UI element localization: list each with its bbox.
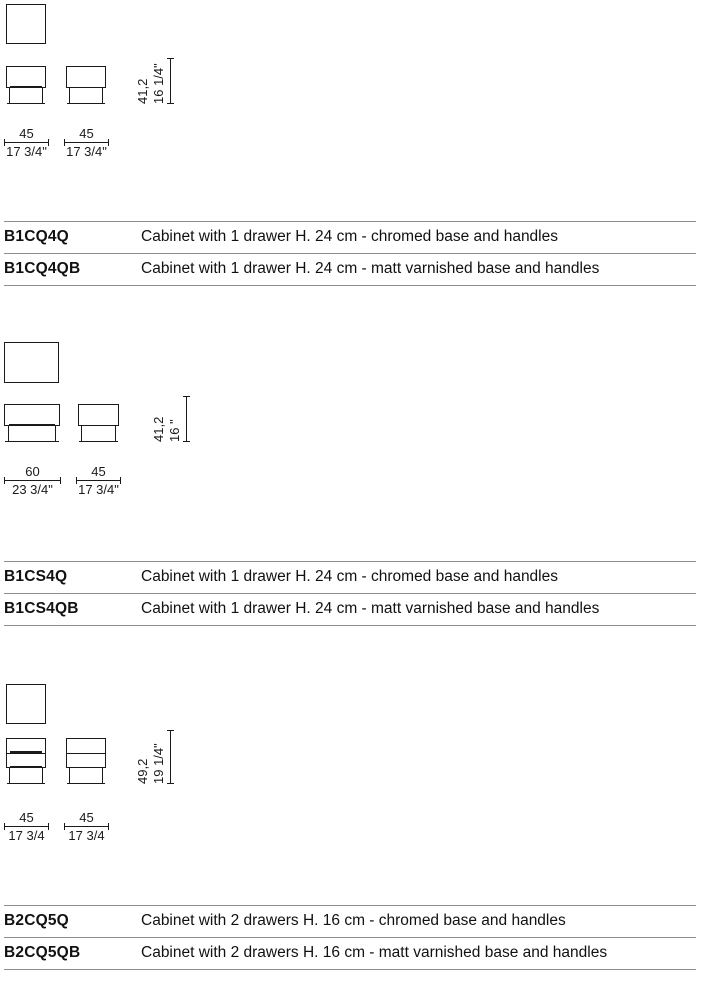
technical-drawing-3 [0, 680, 707, 860]
product-code: B1CQ4Q [4, 228, 69, 245]
cabinet-foot-line [67, 103, 105, 104]
plan-notch-icon [18, 43, 34, 44]
front-width-cm-label: 45 [19, 126, 34, 141]
product-description: Cabinet with 1 drawer H. 24 cm - matt varnished base and handles [141, 260, 600, 277]
cabinet-leg-right [42, 88, 43, 104]
cabinet-foot-line [67, 783, 105, 784]
front-elevation-1 [6, 66, 46, 104]
spec-table-2 [4, 561, 696, 626]
plan-notch-icon [18, 723, 34, 724]
front-width-rule [4, 480, 61, 481]
table-row[interactable] [4, 937, 696, 970]
cabinet-leg-right [42, 768, 43, 784]
height-cm-label: 41,2 [151, 416, 166, 442]
front-width-cm-label: 60 [25, 464, 40, 479]
technical-drawing-2 [0, 338, 707, 518]
plan-view-rect-2 [4, 342, 59, 383]
product-code: B1CS4Q [4, 568, 68, 585]
cabinet-foot-line [7, 103, 45, 104]
product-code: B2CQ5Q [4, 912, 69, 929]
height-cm-label: 41,2 [135, 78, 150, 104]
spec-table-3 [4, 905, 696, 970]
product-code: B1CS4QB [4, 600, 79, 617]
product-description: Cabinet with 1 drawer H. 24 cm - matt varnished base and handles [141, 600, 600, 617]
side-width-rule [64, 826, 109, 827]
front-width-inch-label: 17 3/4" [6, 144, 47, 159]
cabinet-leg-left [81, 426, 82, 442]
product-code: B1CQ4QB [4, 260, 81, 277]
front-elevation-3 [6, 738, 46, 784]
front-width-rule [4, 826, 49, 827]
cabinet-leg-left [69, 88, 70, 104]
spec-table-1 [4, 221, 696, 286]
cabinet-leg-left [9, 768, 10, 784]
drawer-handle [9, 424, 55, 426]
side-elevation-3 [66, 738, 106, 784]
height-dimension-2 [152, 396, 187, 442]
side-width-cm-label: 45 [91, 464, 106, 479]
table-row[interactable] [4, 905, 696, 937]
plan-notch-icon [24, 382, 40, 383]
cabinet-leg-left [8, 426, 9, 442]
drawer-divider-line [6, 753, 46, 754]
cabinet-leg-left [9, 88, 10, 104]
product-description: Cabinet with 2 drawers H. 16 cm - chromed base and handles [141, 912, 566, 929]
side-elevation-1 [66, 66, 106, 104]
height-inch-label: 16 1/4" [151, 63, 166, 104]
plan-view-square-1 [6, 4, 46, 44]
cabinet-foot-line [5, 441, 59, 442]
side-width-cm-label: 45 [79, 126, 94, 141]
drawer-handle-top [10, 751, 42, 753]
cabinet-leg-right [55, 426, 56, 442]
product-description: Cabinet with 1 drawer H. 24 cm - chromed base and handles [141, 228, 558, 245]
side-width-rule [64, 142, 109, 143]
side-elevation-2 [78, 404, 119, 442]
front-width-dimension-2 [4, 464, 61, 497]
cabinet-foot-line [7, 783, 45, 784]
drawer-handle [10, 86, 42, 88]
front-width-dimension-3 [4, 810, 49, 843]
cabinet-leg-right [102, 88, 103, 104]
drawer-divider-line [66, 753, 106, 754]
product-code: B2CQ5QB [4, 944, 81, 961]
cabinet-leg-right [102, 768, 103, 784]
side-width-cm-label: 45 [79, 810, 94, 825]
cabinet-body [4, 404, 60, 426]
height-dimension-1 [136, 58, 171, 104]
cabinet-leg-left [69, 768, 70, 784]
side-width-inch-label: 17 3/4" [78, 482, 119, 497]
cabinet-body [78, 404, 119, 426]
table-row[interactable] [4, 561, 696, 593]
height-cm-label: 49,2 [135, 758, 150, 784]
height-dimension-rule [170, 730, 171, 784]
side-width-inch-label: 17 3/4 [68, 828, 105, 843]
side-width-dimension-1 [64, 126, 109, 159]
front-width-cm-label: 45 [19, 810, 34, 825]
drawer-handle-bottom [10, 766, 42, 768]
cabinet-leg-right [115, 426, 116, 442]
side-width-dimension-3 [64, 810, 109, 843]
front-width-dimension-1 [4, 126, 49, 159]
height-dimension-rule [170, 58, 171, 104]
front-width-rule [4, 142, 49, 143]
side-width-rule [76, 480, 121, 481]
cabinet-foot-line [79, 441, 118, 442]
front-width-inch-label: 23 3/4" [12, 482, 53, 497]
cabinet-body [6, 66, 46, 88]
side-width-inch-label: 17 3/4" [66, 144, 107, 159]
table-row[interactable] [4, 221, 696, 253]
side-width-dimension-2 [76, 464, 121, 497]
height-dimension-rule [186, 396, 187, 442]
table-row[interactable] [4, 593, 696, 626]
front-elevation-2 [4, 404, 60, 442]
table-row[interactable] [4, 253, 696, 286]
product-description: Cabinet with 1 drawer H. 24 cm - chromed base and handles [141, 568, 558, 585]
plan-view-square-3 [6, 684, 46, 724]
height-inch-label: 19 1/4" [151, 743, 166, 784]
cabinet-body [66, 66, 106, 88]
product-description: Cabinet with 2 drawers H. 16 cm - matt varnished base and handles [141, 944, 608, 961]
front-width-inch-label: 17 3/4 [8, 828, 45, 843]
height-inch-label: 16 " [167, 419, 182, 442]
technical-drawing-1 [0, 0, 707, 180]
height-dimension-3 [136, 730, 171, 784]
